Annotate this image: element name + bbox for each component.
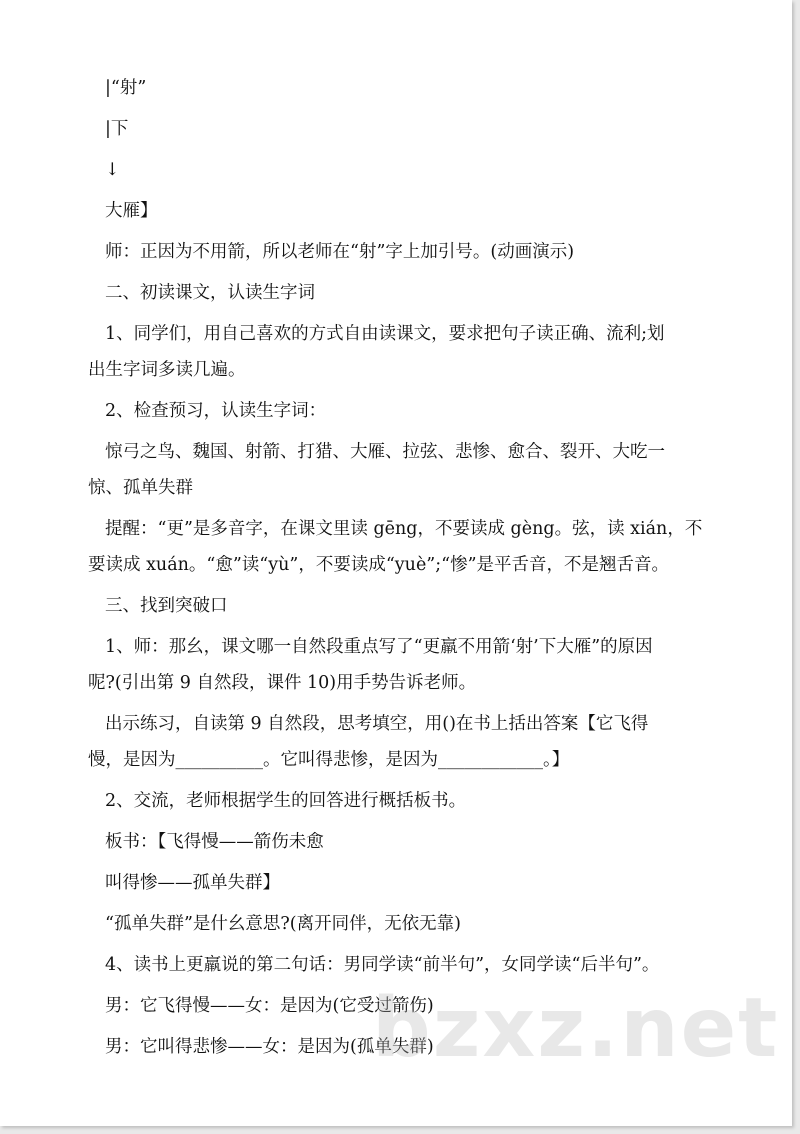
watermark: bzxz.net bbox=[372, 981, 780, 1076]
text-line: 出生字词多读几遍。 bbox=[88, 360, 246, 380]
text-line: 要读成 xuán。“愈”读“yù”，不要读成“yuè”;“惨”是平舌音，不是翘舌音。 bbox=[88, 555, 670, 575]
text-line: 2、交流，老师根据学生的回答进行概括板书。 bbox=[105, 791, 467, 811]
text-line: |下 bbox=[105, 119, 129, 139]
section-heading: 二、初读课文，认读生字词 bbox=[105, 283, 315, 303]
document-body bbox=[88, 70, 708, 1065]
text-line: 出示练习，自读第 9 自然段，思考填空，用()在书上括出答案【它飞得 bbox=[105, 714, 649, 734]
text-line: 男：它叫得悲惨——女：是因为(孤单失群) bbox=[105, 1037, 434, 1057]
down-arrow: ↓ bbox=[105, 160, 120, 180]
vocab-list: 惊、孤单失群 bbox=[88, 478, 193, 498]
text-line: 呢?(引出第 9 自然段，课件 10)用手势告诉老师。 bbox=[88, 673, 477, 693]
text-line: |“射” bbox=[105, 78, 147, 98]
section-heading: 三、找到突破口 bbox=[105, 596, 228, 616]
text-line: 叫得惨——孤单失群】 bbox=[105, 873, 280, 893]
text-line: 4、读书上更羸说的第二句话：男同学读“前半句”，女同学读“后半句”。 bbox=[105, 955, 660, 975]
text-line: 2、检查预习，认读生字词： bbox=[105, 401, 327, 421]
text-line: 大雁】 bbox=[105, 201, 158, 221]
text-line: 慢，是因为__________。它叫得悲惨，是因为____________。】 bbox=[88, 750, 570, 770]
text-line: “孤单失群”是什幺意思?(离开同伴，无依无靠) bbox=[105, 914, 461, 934]
text-line: 1、同学们，用自己喜欢的方式自由读课文，要求把句子读正确、流利;划 bbox=[105, 324, 665, 344]
text-line: 男：它飞得慢——女：是因为(它受过箭伤) bbox=[105, 996, 434, 1016]
text-line: 1、师：那幺，课文哪一自然段重点写了“更羸不用箭‘射’下大雁”的原因 bbox=[105, 637, 653, 657]
text-line: 板书：【飞得慢——箭伤未愈 bbox=[105, 832, 324, 852]
vocab-list: 惊弓之鸟、魏国、射箭、打猎、大雁、拉弦、悲惨、愈合、裂开、大吃一 bbox=[105, 442, 665, 462]
text-line: 提醒：“更”是多音字，在课文里读 gēng，不要读成 gèng。弦，读 xián，不 bbox=[105, 519, 703, 539]
text-line: 师：正因为不用箭，所以老师在“射”字上加引号。(动画演示) bbox=[105, 242, 575, 262]
